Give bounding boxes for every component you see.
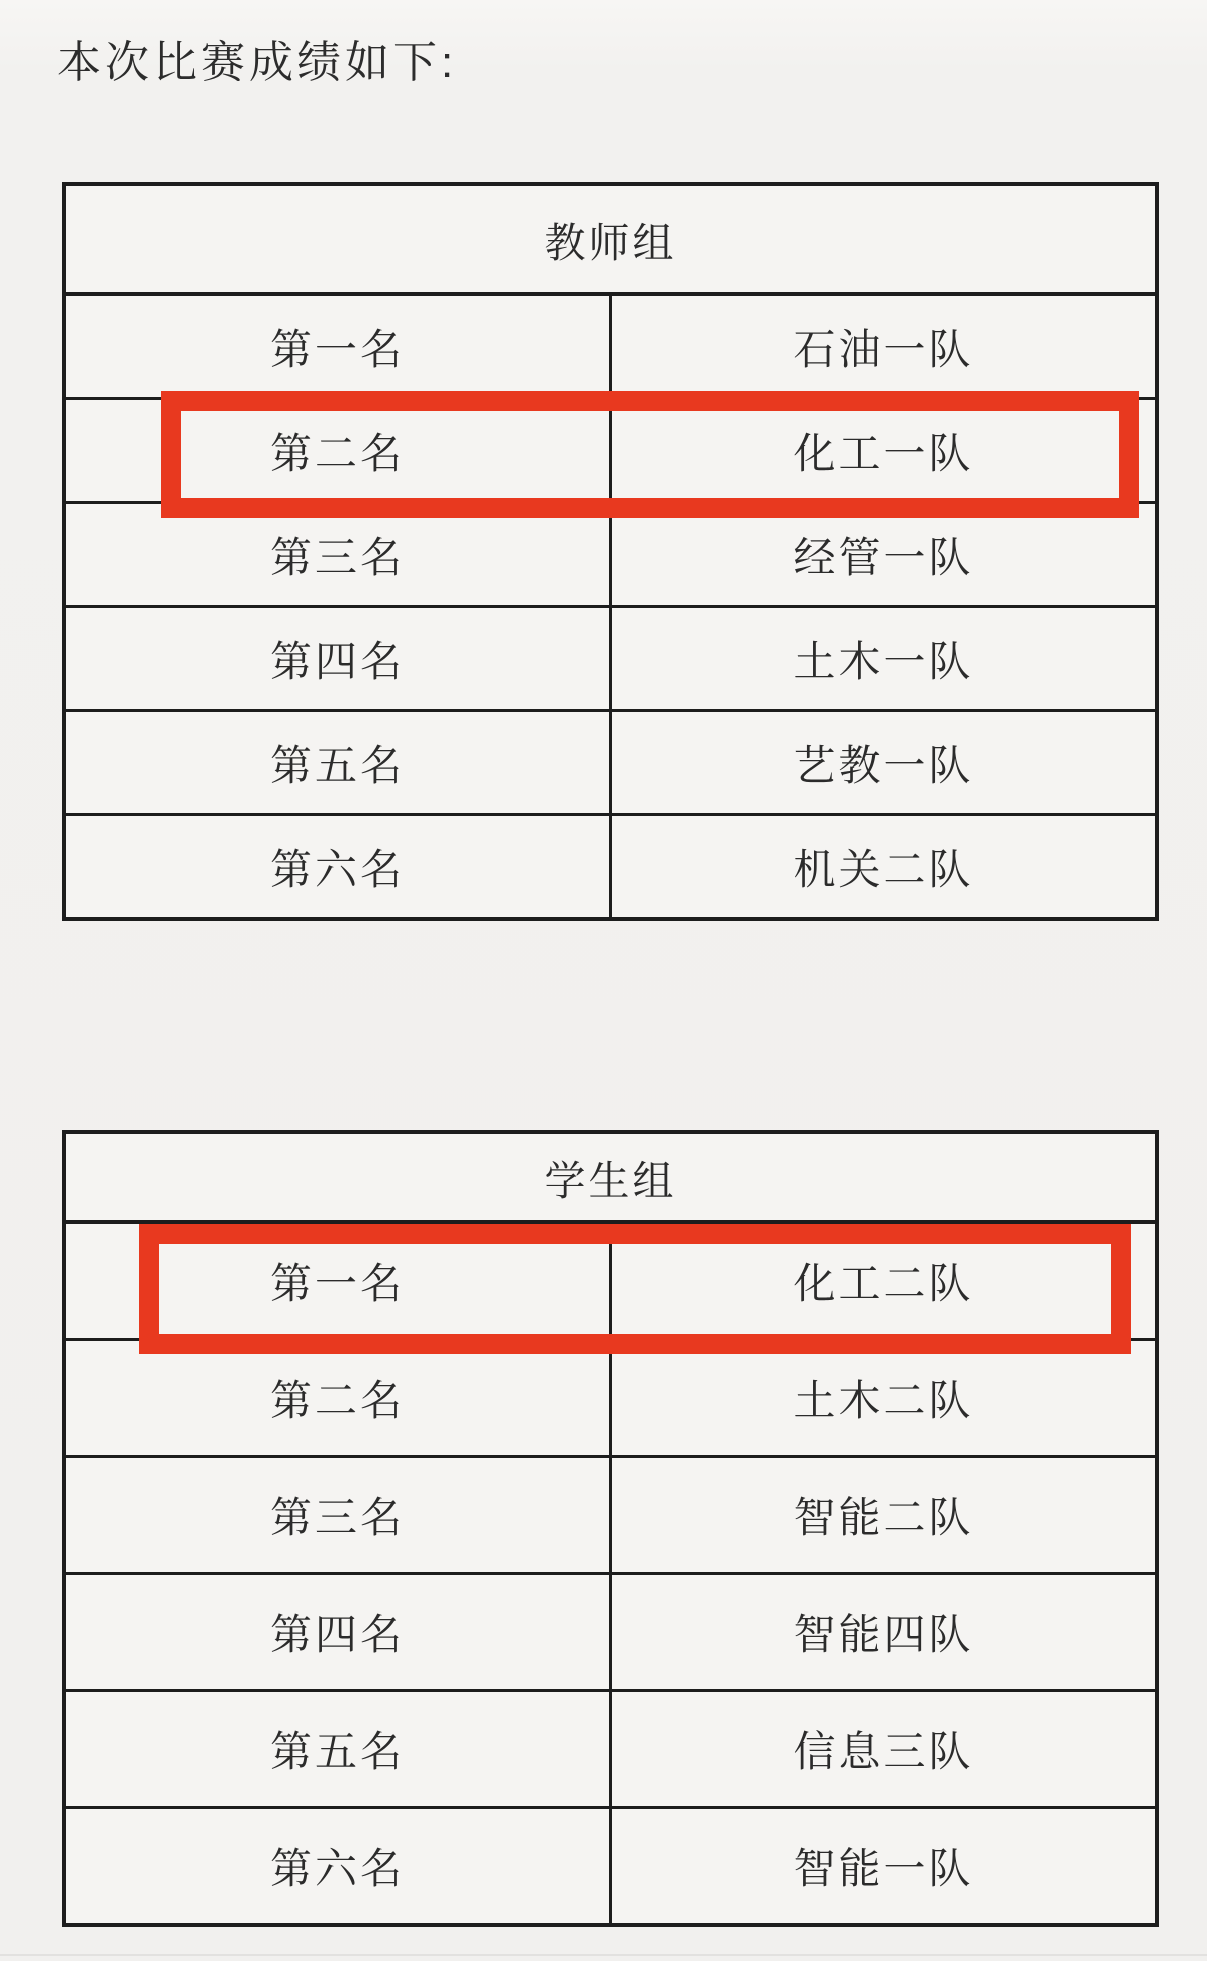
table-header-row — [64, 1132, 1157, 1222]
rank-cell: 第三名 — [64, 1457, 611, 1574]
table-row — [64, 1574, 1157, 1691]
team-cell: 土木一队 — [611, 607, 1158, 711]
rank-cell: 第六名 — [64, 815, 611, 920]
table-row — [64, 607, 1157, 711]
table-row — [64, 1808, 1157, 1926]
team-cell: 信息三队 — [611, 1691, 1158, 1808]
rank-cell: 第二名 — [64, 1340, 611, 1457]
rank-cell: 第五名 — [64, 1691, 611, 1808]
team-cell: 智能一队 — [611, 1808, 1158, 1926]
team-cell: 化工一队 — [611, 399, 1158, 503]
team-cell: 智能二队 — [611, 1457, 1158, 1574]
team-cell: 艺教一队 — [611, 711, 1158, 815]
rank-cell: 第六名 — [64, 1808, 611, 1926]
table-row — [64, 399, 1157, 503]
team-cell: 化工二队 — [611, 1222, 1158, 1340]
team-cell: 机关二队 — [611, 815, 1158, 920]
table-row — [64, 1457, 1157, 1574]
table-row — [64, 294, 1157, 399]
rank-cell: 第四名 — [64, 1574, 611, 1691]
table-header-row — [64, 184, 1157, 294]
rank-cell: 第二名 — [64, 399, 611, 503]
rank-cell: 第一名 — [64, 1222, 611, 1340]
table-row — [64, 503, 1157, 607]
table-row — [64, 815, 1157, 920]
rank-cell: 第三名 — [64, 503, 611, 607]
team-cell: 土木二队 — [611, 1340, 1158, 1457]
rank-cell: 第四名 — [64, 607, 611, 711]
student-group-table — [62, 1130, 1159, 1927]
table-row — [64, 1222, 1157, 1340]
rank-cell: 第一名 — [64, 294, 611, 399]
rank-cell: 第五名 — [64, 711, 611, 815]
page-bottom-edge — [0, 1954, 1207, 1956]
table-row — [64, 1340, 1157, 1457]
team-cell: 经管一队 — [611, 503, 1158, 607]
team-cell: 智能四队 — [611, 1574, 1158, 1691]
table-row — [64, 1691, 1157, 1808]
page-title: 本次比赛成绩如下: — [57, 38, 458, 87]
teacher-group-table — [62, 182, 1159, 921]
group-header-cell: 教师组 — [64, 184, 1157, 294]
group-header-cell: 学生组 — [64, 1132, 1157, 1222]
team-cell: 石油一队 — [611, 294, 1158, 399]
table-row — [64, 711, 1157, 815]
